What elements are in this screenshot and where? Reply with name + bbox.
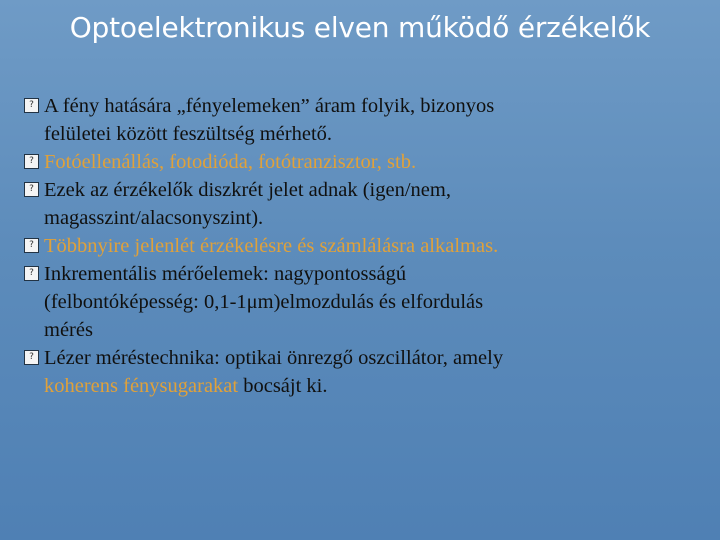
bullet-line-highlight: Fotóellenállás, fotodióda, fotótranzisztor, stb. <box>44 151 417 173</box>
bullet-line-highlight: Többnyire jelenlét érzékelésre és számlálásra alkalmas. <box>44 235 499 257</box>
bullet-item <box>24 344 704 400</box>
bullet-marker-icon: ? <box>24 154 39 169</box>
bullet-line: Inkrementális mérőelemek: nagypontosságú <box>44 263 407 285</box>
bullet-marker-icon: ? <box>24 350 39 365</box>
highlight-text: koherens fénysugarakat <box>44 375 239 397</box>
bullet-line: felületei között feszültség mérhető. <box>44 123 333 145</box>
bullet-item <box>24 92 704 148</box>
bullet-line: magasszint/alacsonyszint). <box>44 207 264 229</box>
bullet-marker-icon: ? <box>24 238 39 253</box>
bullet-line <box>44 372 704 400</box>
bullet-item <box>24 232 704 260</box>
bullet-item <box>24 260 704 344</box>
bullet-marker-icon: ? <box>24 182 39 197</box>
slide-title: Optoelektronikus elven működő érzékelők <box>69 11 651 44</box>
bullet-list <box>24 92 704 400</box>
bullet-line: (felbontóképesség: 0,1-1μm)elmozdulás és elfordulás <box>44 291 484 313</box>
bullet-line: A fény hatására „fényelemeken” áram folyik, bizonyos <box>44 95 495 117</box>
bullet-line: mérés <box>44 319 93 341</box>
bullet-line-text: bocsájt ki. <box>238 375 328 397</box>
bullet-item <box>24 148 704 176</box>
bullet-item <box>24 176 704 232</box>
bullet-marker-icon: ? <box>24 98 39 113</box>
bullet-marker-icon: ? <box>24 266 39 281</box>
bullet-line: Ezek az érzékelők diszkrét jelet adnak (igen/nem, <box>44 179 451 201</box>
bullet-line: Lézer méréstechnika: optikai önrezgő oszcillátor, amely <box>44 347 504 369</box>
